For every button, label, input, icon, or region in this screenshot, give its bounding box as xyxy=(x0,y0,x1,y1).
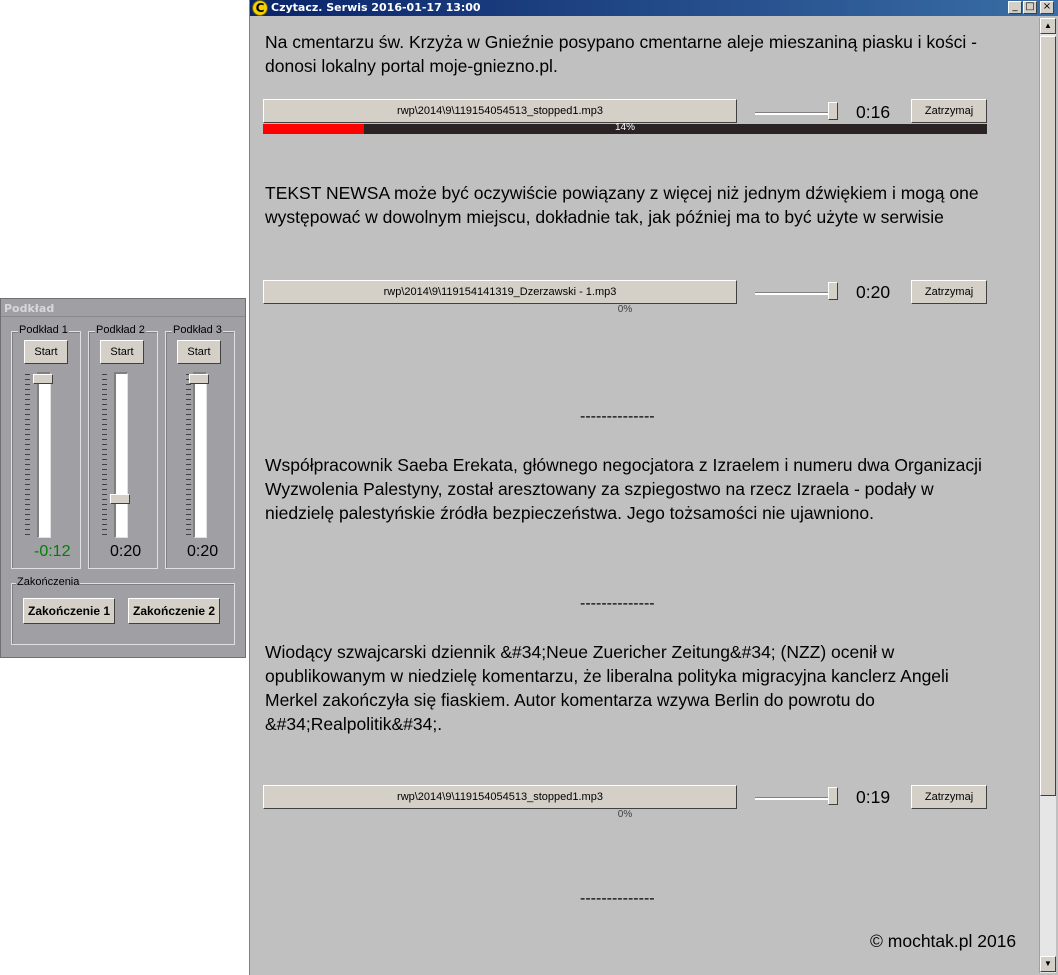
separator-1: -------------- xyxy=(580,408,655,425)
window-title: Czytacz. Serwis 2016-01-17 13:00 xyxy=(271,1,481,14)
stop-button-2[interactable]: Zatrzymaj xyxy=(911,280,987,304)
progress-bar-2[interactable] xyxy=(263,306,987,316)
volume-slider-thumb-4[interactable] xyxy=(828,787,838,805)
main-window xyxy=(249,0,1058,975)
podklad-time-1: -0:12 xyxy=(34,543,71,560)
slider-ticks-1 xyxy=(25,374,30,536)
progress-bar-4[interactable] xyxy=(263,811,987,821)
slider-ticks-2 xyxy=(102,374,107,536)
podklad-start-button-3[interactable]: Start xyxy=(177,340,221,364)
podklad-volume-thumb-3[interactable] xyxy=(189,374,209,384)
podklad-time-2: 0:20 xyxy=(110,543,142,560)
separator-2: -------------- xyxy=(580,595,655,612)
podklad-channel-2 xyxy=(88,324,158,569)
app-logo-icon: C xyxy=(252,0,268,16)
stop-button-1[interactable]: Zatrzymaj xyxy=(911,99,987,123)
podklad-volume-thumb-1[interactable] xyxy=(33,374,53,384)
minimize-button[interactable]: _ xyxy=(1008,1,1022,14)
sound-file-bar-2[interactable]: rwp\2014\9\119154141319_Dzerzawski - 1.mp3 xyxy=(263,280,737,304)
podklad-volume-slider-3[interactable] xyxy=(193,372,207,538)
sound-file-bar-4[interactable]: rwp\2014\9\119154054513_stopped1.mp3 xyxy=(263,785,737,809)
stop-button-4[interactable]: Zatrzymaj xyxy=(911,785,987,809)
ending-button-1[interactable]: Zakończenie 1 xyxy=(23,598,115,624)
progress-label-4: 0% xyxy=(617,809,633,820)
podklad-volume-slider-2[interactable] xyxy=(114,372,128,538)
sound-file-bar-1[interactable]: rwp\2014\9\119154054513_stopped1.mp3 xyxy=(263,99,737,123)
close-button[interactable]: × xyxy=(1040,1,1054,14)
podklad-channel-label-3: Podkład 3 xyxy=(173,324,222,336)
podklad-channel-label-1: Podkład 1 xyxy=(19,324,68,336)
scroll-up-icon[interactable]: ▲ xyxy=(1040,18,1056,34)
ending-button-2[interactable]: Zakończenie 2 xyxy=(128,598,220,624)
news-text-1: Na cmentarzu św. Krzyża w Gnieźnie posypano cmentarne aleje mieszaniną piasku i kości - donosi lokalny portal moje-gniezno.pl. xyxy=(265,32,977,76)
separator-3: -------------- xyxy=(580,890,655,907)
volume-slider-1[interactable] xyxy=(755,112,837,115)
endings-group-label: Zakończenia xyxy=(17,576,80,588)
podklad-volume-thumb-2[interactable] xyxy=(110,494,130,504)
progress-label-1: 14% xyxy=(614,122,635,133)
podklad-window xyxy=(0,298,246,658)
podklad-channel-label-2: Podkład 2 xyxy=(96,324,145,336)
podklad-start-button-2[interactable]: Start xyxy=(100,340,144,364)
podklad-channel-1 xyxy=(11,324,81,569)
podklad-title: Podkład xyxy=(4,302,55,315)
scrollbar-thumb[interactable] xyxy=(1040,36,1056,796)
copyright-label: © mochtak.pl 2016 xyxy=(870,931,1017,951)
podklad-titlebar[interactable] xyxy=(1,299,245,317)
podklad-channel-3 xyxy=(165,324,235,569)
slider-ticks-3 xyxy=(186,374,191,536)
sound-time-2: 0:20 xyxy=(856,282,891,302)
volume-slider-4[interactable] xyxy=(755,797,837,800)
podklad-start-button-1[interactable]: Start xyxy=(24,340,68,364)
volume-slider-thumb-2[interactable] xyxy=(828,282,838,300)
maximize-button[interactable]: □ xyxy=(1023,1,1037,14)
sound-time-1: 0:16 xyxy=(856,102,891,122)
news-text-4: Wiodący szwajcarski dziennik &#34;Neue Zuericher Zeitung&#34; (NZZ) ocenił w opublikowanym w niedzielę komentarzu, że liberalna polityka migracyjna kanclerz Angeli Merkel zakończyła się fiaskiem. Autor komentarza wzywa Berlin do powrotu do &#34;Realpolitik&#34;. xyxy=(265,642,949,734)
news-text-2: TEKST NEWSA może być oczywiście powiązany z więcej niż jednym dźwiękiem i mogą one występować w dowolnym miejscu, dokładnie tak, jak później ma to być użyte w serwisie xyxy=(265,183,979,227)
sound-time-4: 0:19 xyxy=(856,787,891,807)
news-text-3: Współpracownik Saeba Erekata, głównego negocjatora z Izraelem i numeru dwa Organizacji Wyzwolenia Palestyny, został aresztowany za szpiegostwo na rzecz Izraela - podały w niedzielę palestyńskie źródła bezpieczeństwa. Jego tożsamości nie ujawniono. xyxy=(265,455,982,523)
progress-bar-1[interactable] xyxy=(263,124,987,134)
volume-slider-thumb-1[interactable] xyxy=(828,102,838,120)
vertical-scrollbar[interactable] xyxy=(1039,18,1056,973)
main-titlebar[interactable] xyxy=(250,0,1058,16)
news-content-area xyxy=(250,16,1040,975)
scroll-down-icon[interactable]: ▼ xyxy=(1040,956,1056,972)
podklad-volume-slider-1[interactable] xyxy=(37,372,51,538)
podklad-time-3: 0:20 xyxy=(187,543,219,560)
volume-slider-2[interactable] xyxy=(755,292,837,295)
progress-label-2: 0% xyxy=(617,304,633,315)
